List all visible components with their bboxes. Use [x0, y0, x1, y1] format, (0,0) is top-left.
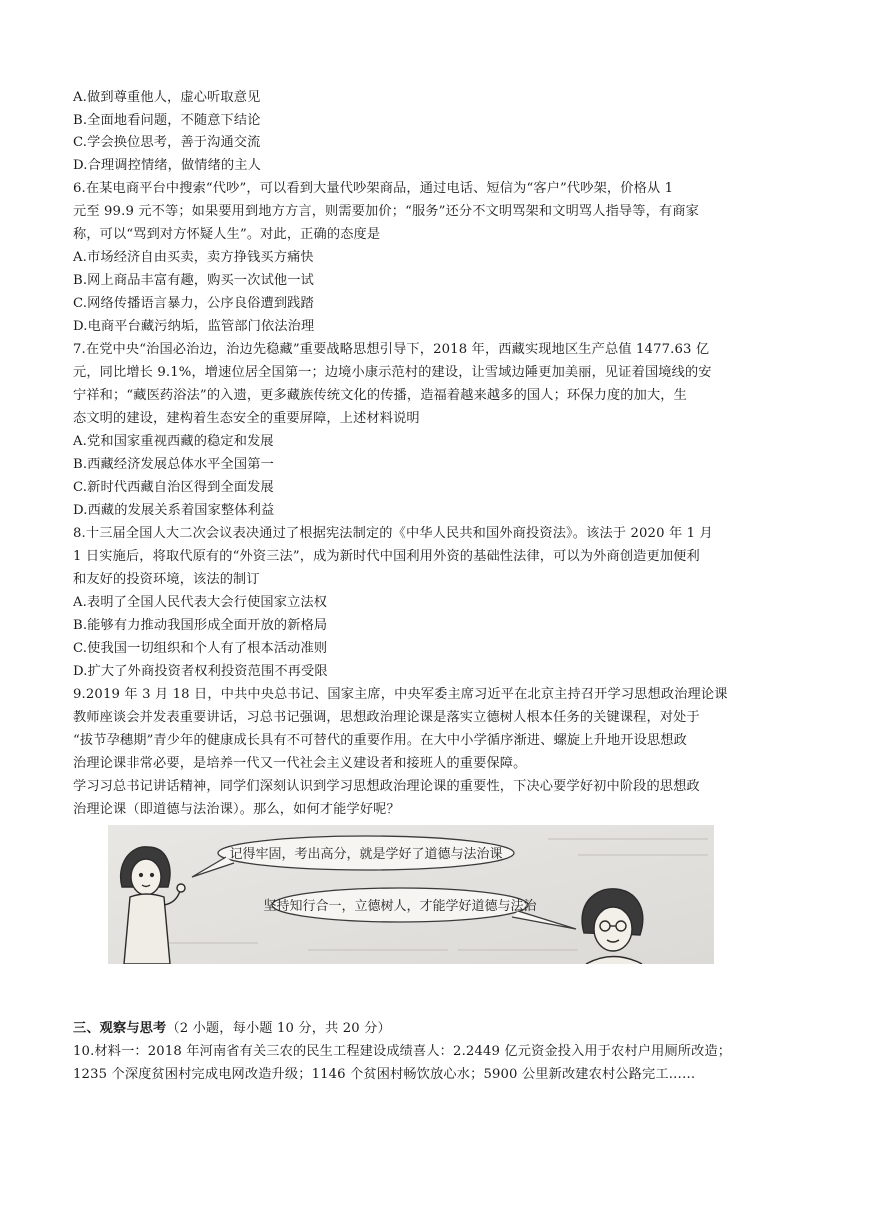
q7-stem-line-3: 宁祥和；“藏医药浴法”的入遗，更多藏族传统文化的传播，造福着越来越多的国人；环保力度的加大，生	[73, 388, 687, 403]
q6-option-d: D.电商平台藏污纳垢，监管部门依法治理	[73, 319, 315, 334]
section-3-note: （2 小题，每小题 10 分，共 20 分）	[166, 1021, 391, 1036]
q10-line-1: 10.材料一：2018 年河南省有关三农的民生工程建设成绩喜人：2.2449 亿元资金投入用于农村户用厕所改造；	[73, 1044, 732, 1059]
q8-option-d: D.扩大了外商投资者权利投资范围不再受限	[73, 664, 328, 679]
q9-stem-line-6: 治理论课（即道德与法治课）。那么，如何才能学好呢？	[73, 802, 400, 817]
q7-stem-line-4: 态文明的建设，建构着生态安全的重要屏障，上述材料说明	[73, 411, 420, 426]
q6-option-b: B.网上商品丰富有趣，购买一次试他一试	[73, 273, 314, 288]
q7-option-d: D.西藏的发展关系着国家整体利益	[73, 503, 275, 518]
q8-option-c: C.使我国一切组织和个人有了根本活动准则	[73, 641, 328, 656]
q7-stem-line-2: 元，同比增长 9.1%，增速位居全国第一；边境小康示范村的建设，让雪域边陲更加美丽，见证着国境线的安	[73, 365, 712, 380]
q7-option-a: A.党和国家重视西藏的稳定和发展	[73, 434, 274, 449]
q6-stem-line-1: 6.在某电商平台中搜索“代吵”，可以看到大量代吵架商品，通过电话、短信为“客户”代吵架，价格从 1	[73, 181, 674, 196]
q5-option-c: C.学会换位思考，善于沟通交流	[73, 135, 261, 150]
q7-option-b: B.西藏经济发展总体水平全国第一	[73, 457, 274, 472]
q5-option-b: B.全面地看问题，不随意下结论	[73, 113, 261, 128]
q9-stem-line-1: 9.2019 年 3 月 18 日，中共中央总书记、国家主席，中央军委主席习近平在北京主持召开学习思想政治理论课	[73, 687, 728, 702]
q8-option-a: A.表明了全国人民代表大会行使国家立法权	[73, 595, 328, 610]
q5-option-a: A.做到尊重他人，虚心听取意见	[73, 90, 261, 105]
q8-stem-line-1: 8.十三届全国人大二次会议表决通过了根据宪法制定的《中华人民共和国外商投资法》。该法于 2020 年 1 月	[73, 526, 713, 541]
q8-stem-line-2: 1 日实施后，将取代原有的“外资三法”，成为新时代中国利用外资的基础性法律，可以为外商创造更加便利	[73, 549, 700, 564]
q6-option-a: A.市场经济自由买卖，卖方挣钱买方痛快	[73, 250, 314, 265]
cartoon-illustration	[108, 825, 714, 964]
q5-option-d: D.合理调控情绪，做情绪的主人	[73, 158, 261, 173]
bubble-text-1: 记得牢固，考出高分，就是学好了道德与法治课	[229, 847, 503, 862]
q9-stem-line-2: 教师座谈会并发表重要讲话，习总书记强调，思想政治理论课是落实立德树人根本任务的关键课程，对处于	[73, 710, 700, 725]
q9-stem-line-5: 学习习总书记讲话精神，同学们深刻认识到学习思想政治理论课的重要性，下决心要学好初中阶段的思想政	[73, 779, 700, 794]
q6-option-c: C.网络传播语言暴力，公序良俗遭到践踏	[73, 296, 314, 311]
q7-stem-line-1: 7.在党中央“治国必治边，治边先稳藏”重要战略思想引导下，2018 年，西藏实现地区生产总值 1477.63 亿	[73, 342, 710, 357]
section-3-heading	[73, 1020, 391, 1038]
q10-line-2: 1235 个深度贫困村完成电网改造升级；1146 个贫困村畅饮放心水；5900 公里新改建农村公路完工……	[73, 1067, 696, 1082]
q6-stem-line-2: 元至 99.9 元不等；如果要用到地方方言，则需要加价；“服务”还分不文明骂架和文明骂人指导等，有商家	[73, 204, 699, 219]
q9-stem-line-4: 治理论课非常必要，是培养一代又一代社会主义建设者和接班人的重要保障。	[73, 756, 527, 771]
bubble-text-2: 坚持知行合一，立德树人，才能学好道德与法治	[263, 899, 537, 914]
q6-stem-line-3: 称，可以“骂到对方怀疑人生”。对此，正确的态度是	[73, 227, 381, 242]
q8-option-b: B.能够有力推动我国形成全面开放的新格局	[73, 618, 328, 633]
q8-stem-line-3: 和友好的投资环境，该法的制订	[73, 572, 260, 587]
section-3-title: 三、观察与思考	[73, 1021, 167, 1036]
q9-stem-line-3: “拔节孕穗期”青少年的健康成长具有不可替代的重要作用。在大中小学循序渐进、螺旋上升地开设思想政	[73, 733, 687, 748]
q7-option-c: C.新时代西藏自治区得到全面发展	[73, 480, 274, 495]
